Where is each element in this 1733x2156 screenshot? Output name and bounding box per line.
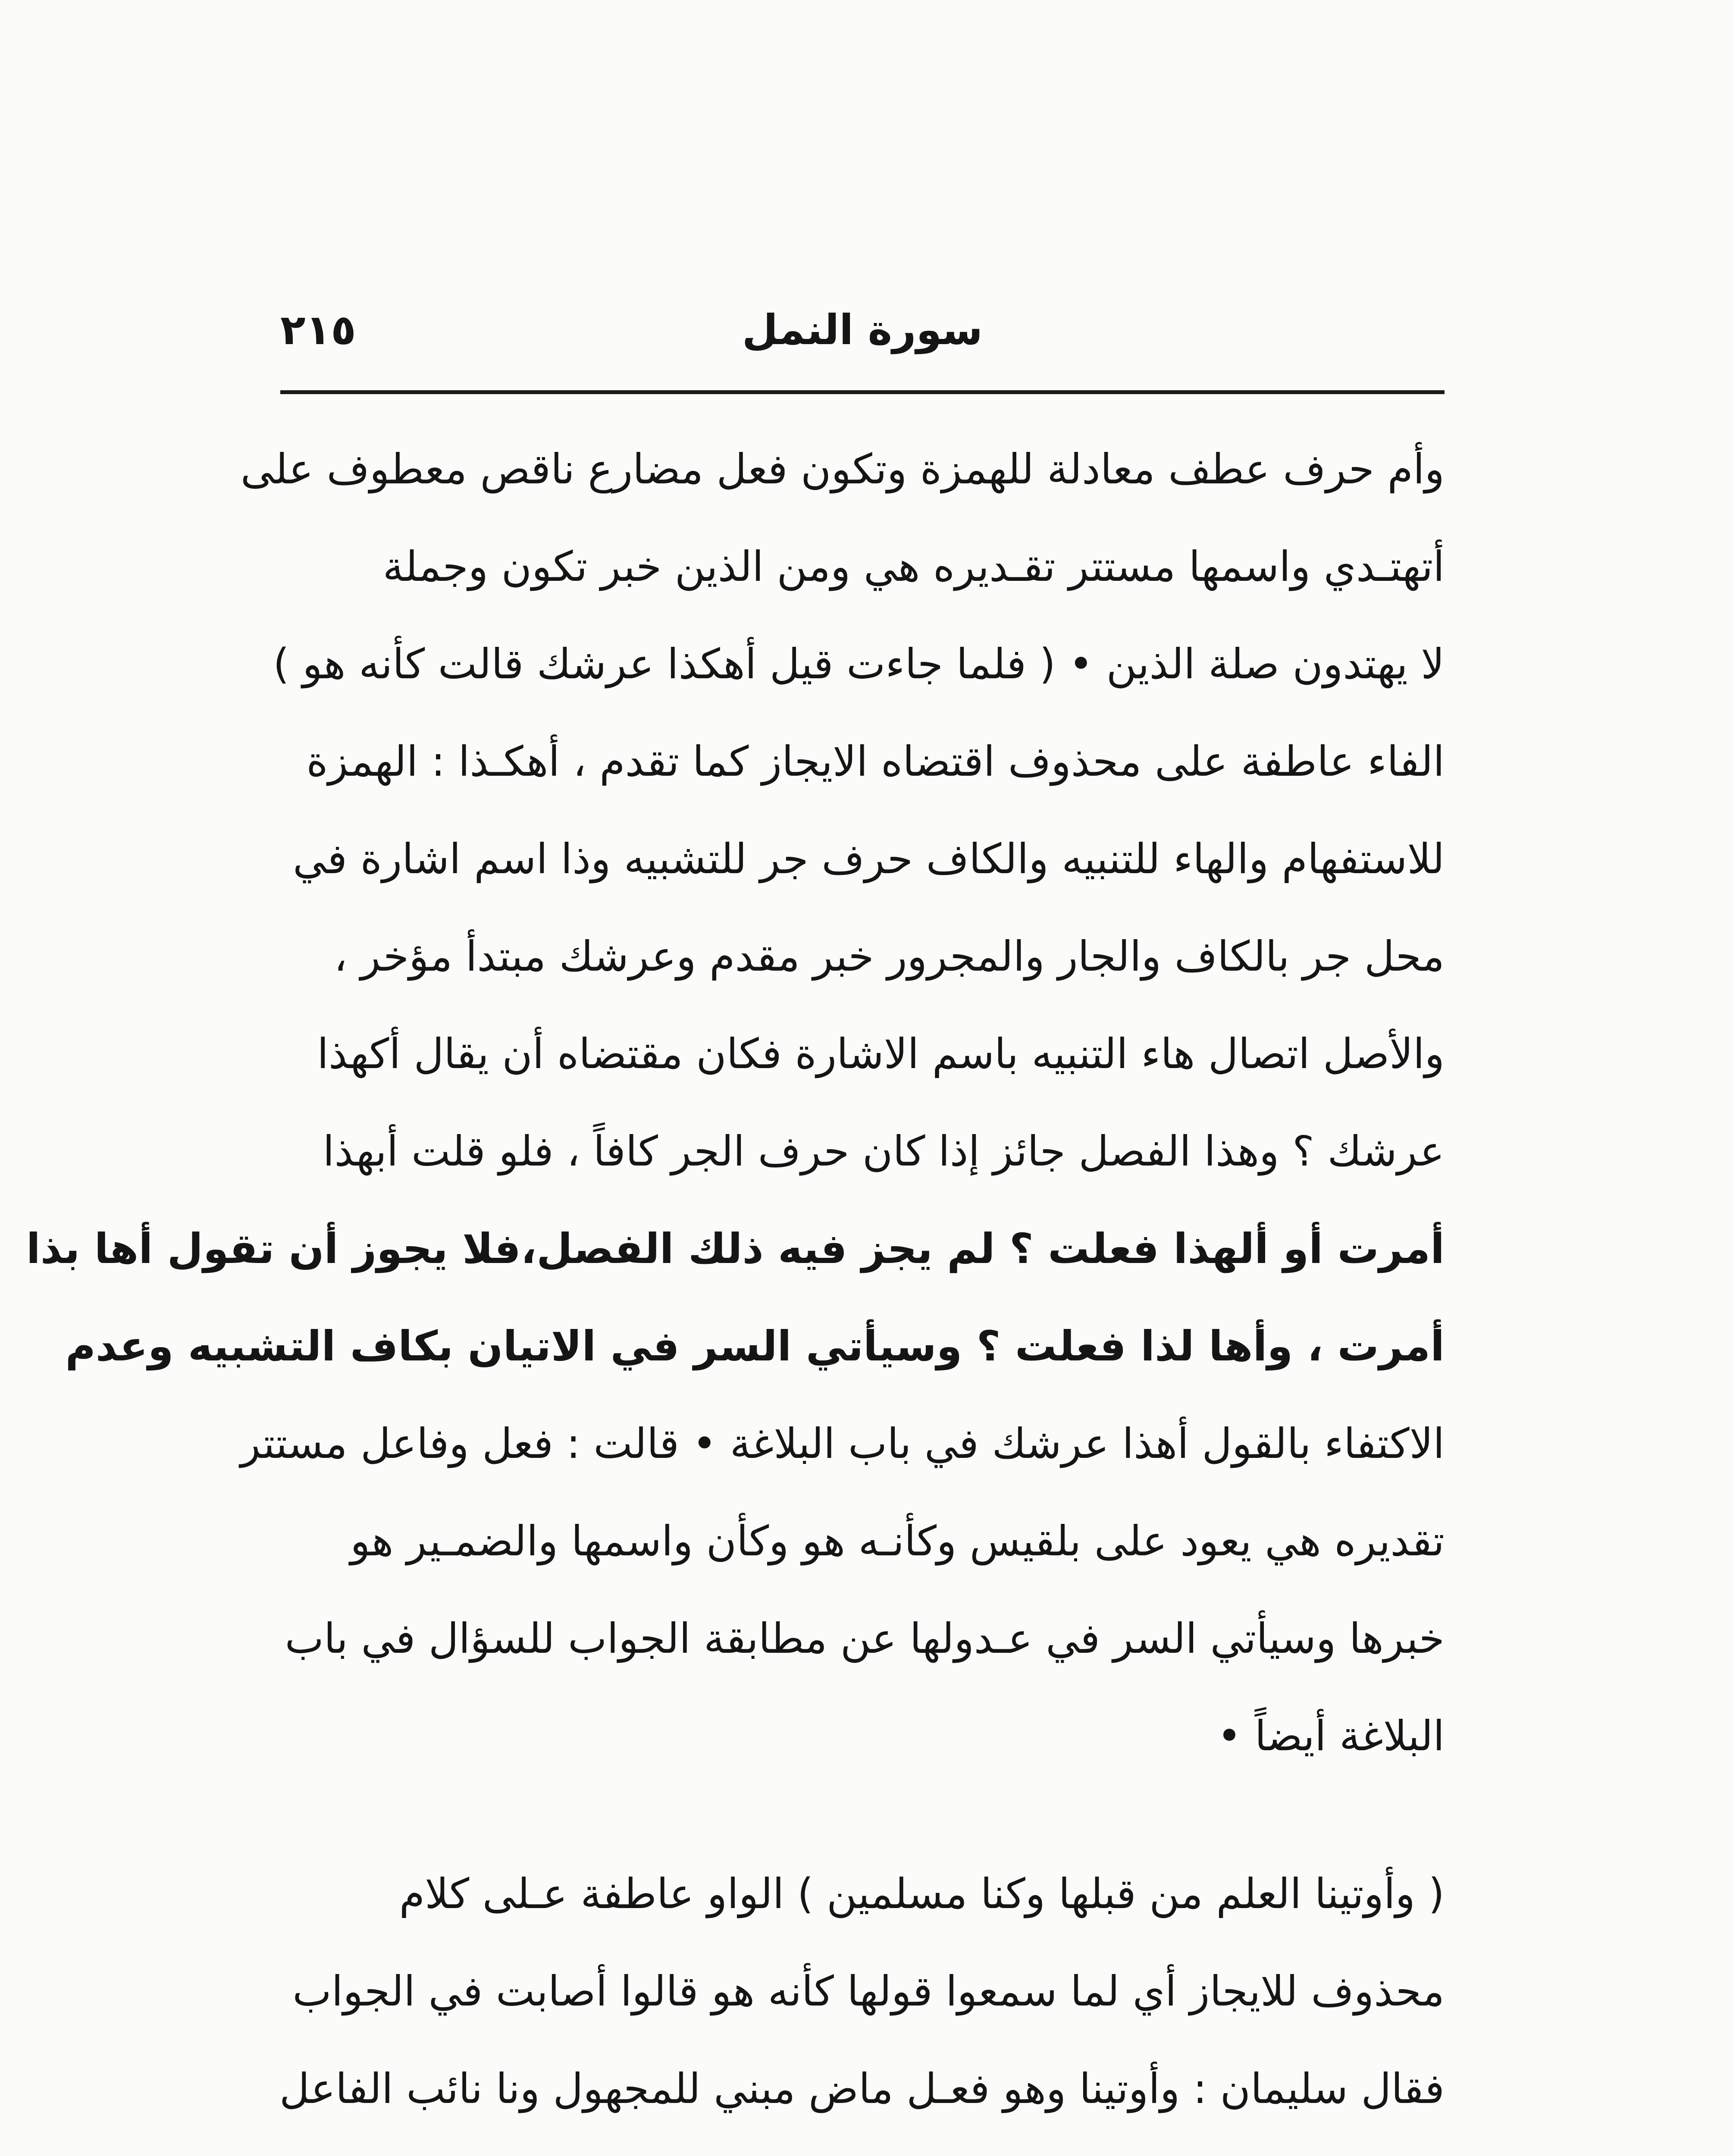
text-line: تقديره هي يعود على بلقيس وكأنـه هو وكأن واسمها والضمـير هو [350,1517,1445,1565]
text-line: محل جر بالكاف والجار والمجرور خبر مقدم وعرشك مبتدأ مؤخر ، [334,932,1445,981]
text-line: والأصل اتصال هاء التنبيه باسم الاشارة فكان مقتضاه أن يقال أكهذا [317,1030,1445,1078]
text-line: الفاء عاطفة على محذوف اقتضاه الايجاز كما تقدم ، أهكـذا : الهمزة [306,737,1445,786]
text-line: لا يهتدون صلة الذين • ( فلما جاءت قيل أهكذا عرشك قالت كأنه هو ) [273,640,1445,688]
text-line: أتهتـدي واسمها مستتر تقـديره هي ومن الذين خبر تكون وجملة [382,542,1445,591]
text-line: الاكتفاء بالقول أهذا عرشك في باب البلاغة • قالت : فعل وفاعل مستتر [240,1420,1445,1468]
paragraph-1 [26,420,1445,1785]
paragraph-2 [280,1845,1445,2156]
text-line: عرشك ؟ وهذا الفصل جائز إذا كان حرف الجر كافاً ، فلو قلت أبهذا [323,1127,1445,1175]
page-header [280,298,1445,362]
body-text [26,420,1445,2156]
text-line: البلاغة أيضاً • [1217,1712,1445,1760]
text-line: أمرت ، وأها لذا فعلت ؟ وسيأتي السر في الاتيان بكاف التشبيه وعدم [65,1322,1445,1370]
text-line: محذوف للايجاز أي لما سمعوا قولها كأنه هو قالوا أصابت في الجواب [292,1967,1445,2015]
text-line: ( وأوتينا العلم من قبلها وكنا مسلمين ) الواو عاطفة عـلى كلام [399,1870,1445,1918]
text-line: للاستفهام والهاء للتنبيه والكاف حرف جر للتشبيه وذا اسم اشارة في [293,835,1445,883]
page-number: ٢١٥ [280,306,356,354]
surah-title: سورة النمل [742,306,983,354]
text-line: أمرت أو ألهذا فعلت ؟ لم يجز فيه ذلك الفصل،فلا يجوز أن تقول أها بذا [26,1225,1445,1273]
text-line: فقال سليمان : وأوتينا وهو فعـل ماض مبني للمجهول ونا نائب الفاعل [279,2065,1445,2113]
text-line: وأم حرف عطف معادلة للهمزة وتكون فعل مضارع ناقص معطوف على [240,445,1445,493]
header-divider [280,390,1445,394]
text-line: خبرها وسيأتي السر في عـدولها عن مطابقة الجواب للسؤال في باب [285,1614,1445,1663]
text-line [280,2137,1445,2156]
